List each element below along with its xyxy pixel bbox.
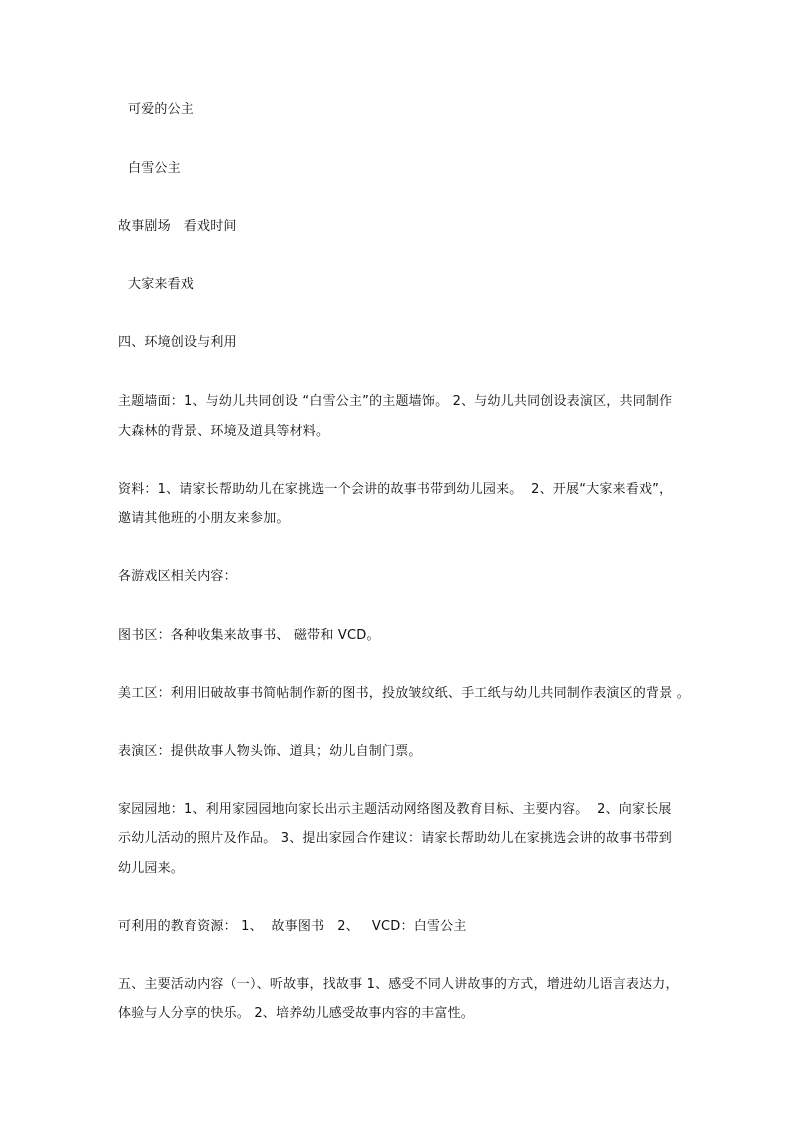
- text-line: 各游戏区相关内容：: [118, 569, 237, 584]
- text-line: 可爱的公主: [128, 102, 195, 117]
- text-line: 大森林的背景、环境及道具等材料。: [118, 424, 330, 439]
- text-line: 可利用的教育资源： 1、 故事图书 2、 VCD：白雪公主: [118, 919, 467, 934]
- text-line: 家园园地：1、利用家园园地向家长出示主题活动网络图及教育目标、主要内容。 2、向家长展: [118, 802, 672, 817]
- section-heading: 五、主要活动内容（一）、听故事，找故事 1、感受不同人讲故事的方式，增进幼儿语言表达力，: [118, 977, 679, 992]
- text-line: 大家来看戏: [128, 277, 195, 292]
- text-line: 美工区：利用旧破故事书简帖制作新的图书，投放皱纹纸、手工纸与幼儿共同制作表演区的背景 。: [118, 686, 690, 701]
- text-line: 邀请其他班的小朋友来参加。: [118, 511, 290, 526]
- text-line: 图书区：各种收集来故事书、 磁带和 VCD。: [118, 628, 380, 643]
- text-line: 体验与人分享的快乐。 2、培养幼儿感受故事内容的丰富性。: [118, 1006, 475, 1021]
- text-line: 表演区：提供故事人物头饰、道具；幼儿自制门票。: [118, 744, 422, 759]
- text-line: 白雪公主: [128, 161, 181, 176]
- section-heading: 四、环境创设与利用: [118, 335, 237, 350]
- text-line: 资料：1、请家长帮助幼儿在家挑选一个会讲的故事书带到幼儿园来。 2、开展“大家来看戏”，: [118, 482, 673, 497]
- text-line: 幼儿园来。: [118, 861, 185, 876]
- text-line: 示幼儿活动的照片及作品。 3、提出家园合作建议：请家长帮助幼儿在家挑选会讲的故事书带到: [118, 831, 673, 846]
- text-line: 主题墙面：1、与幼儿共同创设 “白雪公主”的主题墙饰。 2、与幼儿共同创设表演区，共同制作: [118, 394, 673, 409]
- text-line: 故事剧场 看戏时间: [118, 219, 237, 234]
